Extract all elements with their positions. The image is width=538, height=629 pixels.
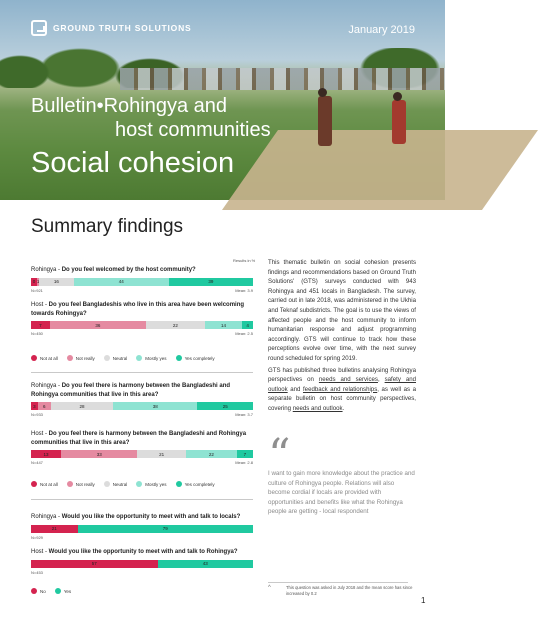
- legend-item: [176, 355, 215, 361]
- stacked-bar: [31, 402, 253, 410]
- bar-segment: 0: [32, 279, 36, 284]
- legend-label: No: [40, 588, 46, 594]
- likert-legend: [31, 355, 224, 361]
- bar-segment: 7: [31, 321, 50, 329]
- bar-segment: 38: [113, 402, 197, 410]
- question-text: [31, 513, 253, 522]
- bar-segment: 39: [169, 278, 253, 286]
- question-group: Rohingya -: [31, 514, 62, 520]
- section-divider: [31, 499, 253, 500]
- legend-label: Mostly yes: [145, 355, 167, 361]
- question-text: [31, 266, 253, 275]
- legend-swatch: [176, 355, 182, 361]
- question-wording: Do you feel there is harmony between the Bangladeshi and Rohingya communities that live in this area?: [31, 431, 247, 446]
- legend-swatch: [31, 588, 37, 594]
- hero-person-1: [318, 96, 332, 146]
- legend-item: [31, 355, 58, 361]
- gts-logo-icon: [31, 20, 47, 36]
- sample-size: N=933: [31, 412, 43, 417]
- legend-swatch: [136, 481, 142, 487]
- stacked-bar: [31, 278, 253, 286]
- intro-text: [268, 258, 416, 416]
- intro-text-run: ,: [377, 376, 385, 384]
- footnote-text: This question was asked in July 2018 and the mean score has since increased by 0.2: [286, 585, 413, 596]
- legend-item: [104, 355, 128, 361]
- legend-label: Not at all: [40, 355, 58, 361]
- intro-paragraph-1: This thematic bulletin on social cohesion presents findings and recommendations based on Ground Truth Solutions' (GTS) surveys conducted with 943 Rohingya and 451 locals in Bangladesh. The survey, carried out in late 2018, was administered in the Ukhia and Teknaf subdistricts. The goal is to use the views of affected people and the host community to inform humanitarian response and adjust programming accordingly. GTS will continue to track how these perceptions evolve over time, with the next survey round scheduled for spring 2019.: [268, 259, 416, 362]
- bar-segment: 22: [186, 450, 237, 458]
- question-block: [31, 382, 253, 419]
- legend-swatch: [31, 355, 37, 361]
- question-block: [31, 513, 253, 542]
- legend-item: [136, 355, 166, 361]
- legend-item: [67, 481, 95, 487]
- footnote-mark: ^: [268, 585, 271, 591]
- bar-segment: 28: [51, 402, 113, 410]
- intro-text-run: and: [287, 385, 303, 393]
- bar-segment: 14: [205, 321, 242, 329]
- gts-logo: [31, 20, 191, 36]
- mean-score: Mean: 2.8: [235, 460, 253, 465]
- question-wording: Do you feel there is harmony between the Bangladeshi and Rohingya communities that live in this area?: [31, 383, 231, 398]
- bar-segment: 33: [61, 450, 137, 458]
- legend-swatch: [31, 481, 37, 487]
- section-title: Summary findings: [31, 216, 184, 237]
- legend-item: [67, 355, 95, 361]
- bar-segment: 25: [197, 402, 253, 410]
- stacked-bar: [31, 450, 253, 458]
- intro-paragraph-2: [268, 366, 416, 414]
- question-wording: Do you feel welcomed by the host community?: [61, 267, 196, 273]
- question-meta: [31, 460, 253, 467]
- question-text: [31, 301, 253, 318]
- legend-label: Yes completely: [184, 481, 215, 487]
- question-group: Rohingya -: [31, 383, 62, 389]
- section-divider: [31, 372, 253, 373]
- question-block: [31, 548, 253, 577]
- bar-segment: 16: [39, 278, 74, 286]
- bar-segment: 21: [137, 450, 186, 458]
- bar-segment: 79: [78, 525, 253, 533]
- stacked-bar: [31, 321, 253, 329]
- legend-label: Yes: [63, 588, 72, 594]
- legend-swatch: [67, 355, 73, 361]
- results-note: Results in %: [233, 258, 256, 263]
- bar-segment: 7: [237, 450, 253, 458]
- question-text: [31, 430, 253, 447]
- legend-item: [104, 481, 128, 487]
- question-meta: [31, 570, 253, 577]
- legend-swatch: [104, 481, 110, 487]
- question-wording: Would you like the opportunity to meet with and talk to Rohingya?: [48, 549, 238, 555]
- question-text: [31, 382, 253, 399]
- page-number: 1: [421, 596, 426, 605]
- bar-segment: 13: [31, 450, 61, 458]
- mean-score: Mean: 2.5: [235, 331, 253, 336]
- hero-photo: [0, 0, 445, 200]
- legend-label: Not really: [75, 355, 95, 361]
- bulletin-title: [31, 94, 271, 181]
- legend-item: [55, 588, 71, 594]
- hero-person-1-head: [318, 88, 327, 97]
- question-meta: [31, 288, 253, 295]
- legend-swatch: [136, 355, 142, 361]
- question-group: Host -: [31, 549, 49, 555]
- title-line-1: Bulletin•Rohingya and: [31, 95, 228, 117]
- intro-text-run: , as well as a separate bulletin on host community perspectives, covering: [268, 385, 416, 412]
- legend-item: [31, 481, 58, 487]
- question-meta: [31, 535, 253, 542]
- question-group: Host -: [31, 302, 49, 308]
- bar-segment: 22: [146, 321, 205, 329]
- legend-swatch: [55, 588, 61, 594]
- bar-segment: 43: [158, 560, 253, 568]
- legend-label: Neutral: [112, 355, 128, 361]
- bar-segment: 3: [31, 402, 38, 410]
- sample-size: N=929: [31, 534, 43, 540]
- bar-segment: 21: [31, 525, 78, 533]
- legend-label: Yes completely: [184, 355, 215, 361]
- question-group: Host -: [31, 431, 49, 437]
- question-wording: Would you like the opportunity to meet with and talk to locals?: [61, 514, 241, 520]
- legend-item: [136, 481, 166, 487]
- intro-text-run: GTS has published three bulletins analysing Rohingya perspectives on: [268, 366, 416, 384]
- legend-swatch: [104, 355, 110, 361]
- title-line-3: Social cohesion: [31, 147, 235, 179]
- sample-size: N=447: [31, 460, 43, 465]
- bar-segment: 1: [36, 279, 40, 284]
- mean-score: Mean: 3.7: [235, 412, 253, 417]
- yes-no-legend: [31, 588, 80, 594]
- footnote-divider: [268, 582, 408, 583]
- respondent-quote: I want to gain more knowledge about the practice and culture of Rohingya people. Relations will also become cordial if locals are provided with opportunities and benefits like what the Rohingya people are getting - local respondent: [268, 470, 415, 516]
- likert-legend: [31, 481, 224, 487]
- sample-size: N=921: [31, 287, 43, 293]
- title-line-2: host communities: [115, 119, 271, 141]
- legend-label: Not really: [75, 481, 95, 487]
- issue-date: January 2019: [348, 24, 415, 36]
- sample-size: N=450: [31, 331, 43, 336]
- bar-segment: 4: [242, 321, 253, 329]
- legend-label: Mostly yes: [145, 481, 167, 487]
- legend-item: [31, 588, 46, 594]
- legend-swatch: [176, 481, 182, 487]
- legend-label: Neutral: [112, 481, 128, 487]
- question-block: [31, 301, 253, 338]
- quote-mark-icon: “: [268, 430, 291, 481]
- hero-person-2-head: [393, 92, 402, 101]
- hero-camp-shelters: [120, 68, 445, 90]
- stacked-bar: [31, 560, 253, 568]
- question-text: [31, 548, 253, 557]
- link-safety-and-outlook[interactable]: safety and outlook: [268, 376, 416, 393]
- question-group: Rohingya -: [31, 267, 62, 273]
- hero-person-2: [392, 100, 406, 144]
- question-block: [31, 266, 253, 295]
- link-needs-and-services[interactable]: needs and services: [318, 376, 378, 384]
- bar-segment: 6: [38, 402, 51, 410]
- legend-item: [176, 481, 215, 487]
- question-meta: [31, 331, 253, 338]
- question-wording: Do you feel Bangladeshis who live in this area have been welcoming towards Rohingya?: [31, 302, 245, 317]
- legend-swatch: [67, 481, 73, 487]
- question-meta: [31, 412, 253, 419]
- bar-segment: 36: [50, 321, 146, 329]
- link-needs-and-outlook[interactable]: needs and outlook: [292, 404, 343, 412]
- link-feedback-and-relationships[interactable]: feedback and relationships: [302, 385, 378, 393]
- bar-segment: 57: [31, 560, 158, 568]
- stacked-bar: [31, 525, 253, 533]
- question-block: [31, 430, 253, 467]
- intro-text-run: .: [342, 404, 345, 412]
- logo-text: GROUND TRUTH SOLUTIONS: [53, 23, 192, 33]
- mean-score: Mean: 3.9: [235, 287, 253, 293]
- bar-segment: 44: [74, 278, 169, 286]
- legend-label: Not at all: [40, 481, 58, 487]
- sample-size: N=453: [31, 569, 43, 575]
